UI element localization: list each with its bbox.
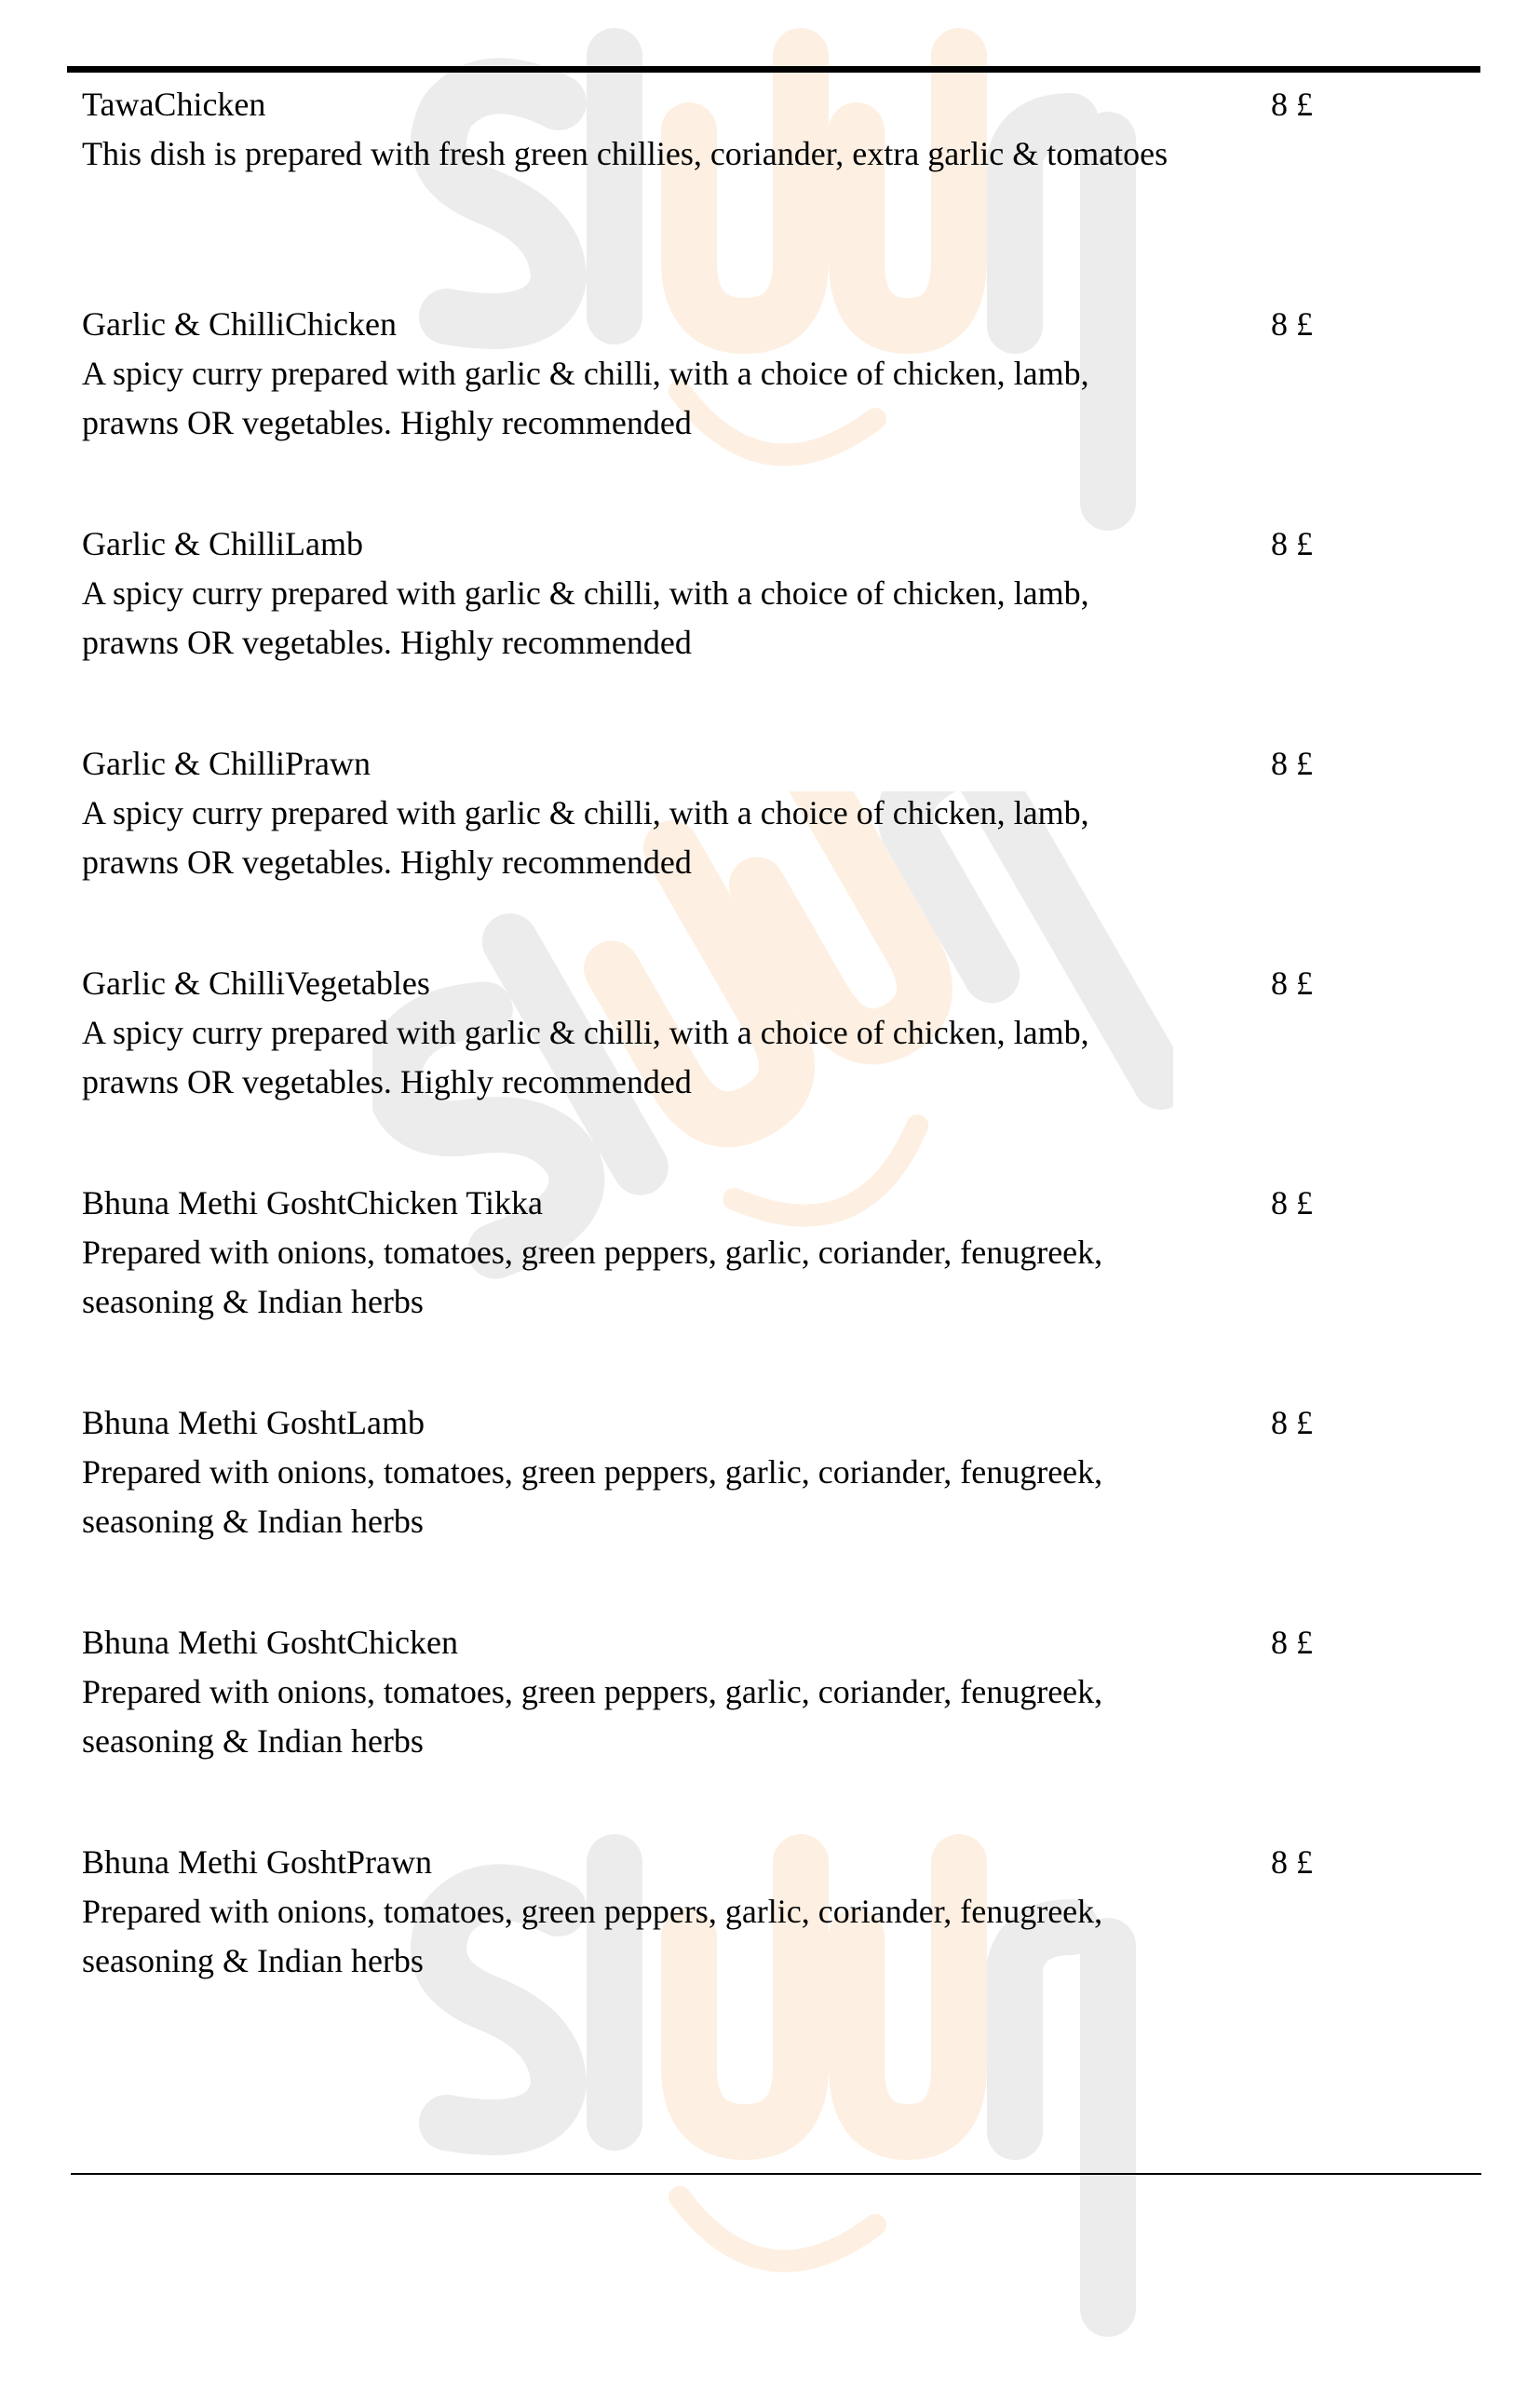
menu-item [82,739,1404,959]
menu-item-text [82,1179,1181,1327]
menu-item-text [82,300,1181,448]
menu-item-price: 8 £ [1271,305,1313,343]
menu-item-text [82,1838,1181,1986]
menu-item [82,959,1404,1179]
menu-item-price: 8 £ [1271,1843,1313,1881]
menu-item-name: Garlic & ChilliPrawn [82,745,371,782]
menu-item-price: 8 £ [1271,1184,1313,1221]
menu-item [82,80,1404,300]
menu-item-name: Bhuna Methi GoshtChicken [82,1624,458,1661]
menu-item [82,1179,1404,1398]
menu-item-description: Prepared with onions, tomatoes, green peppers, garlic, coriander, fenugreek, seasoning & Indian herbs [82,1893,1103,1979]
bottom-divider [71,2173,1481,2175]
menu-item-name: Garlic & ChilliLamb [82,525,363,562]
menu-item-price: 8 £ [1271,745,1313,782]
menu-item [82,1618,1404,1838]
menu-item-price: 8 £ [1271,525,1313,562]
menu-item-text [82,1618,1181,1766]
menu-item-description: A spicy curry prepared with garlic & chilli, with a choice of chicken, lamb, prawns OR vegetables. Highly recommended [82,1014,1089,1100]
menu-item-price: 8 £ [1271,1624,1313,1661]
menu-item [82,1838,1404,2058]
menu-item-name: Garlic & ChilliChicken [82,305,397,343]
menu-item-description: A spicy curry prepared with garlic & chilli, with a choice of chicken, lamb, prawns OR vegetables. Highly recommended [82,574,1089,661]
menu-item-description: A spicy curry prepared with garlic & chilli, with a choice of chicken, lamb, prawns OR vegetables. Highly recommended [82,355,1089,441]
menu-item-description: Prepared with onions, tomatoes, green peppers, garlic, coriander, fenugreek, seasoning & Indian herbs [82,1673,1103,1760]
menu-item-text [82,80,1181,179]
menu-item-price: 8 £ [1271,86,1313,123]
menu-item [82,300,1404,520]
menu-item-text [82,739,1181,887]
top-divider [67,66,1480,73]
menu-item-description: This dish is prepared with fresh green chillies, coriander, extra garlic & tomatoes [82,135,1169,172]
menu-item-name: Bhuna Methi GoshtLamb [82,1404,425,1441]
menu-item-name: Garlic & ChilliVegetables [82,965,430,1002]
menu-item-description: A spicy curry prepared with garlic & chilli, with a choice of chicken, lamb, prawns OR vegetables. Highly recommended [82,794,1089,881]
menu-item-name: TawaChicken [82,86,266,123]
menu-item-name: Bhuna Methi GoshtPrawn [82,1843,432,1881]
menu-item-name: Bhuna Methi GoshtChicken Tikka [82,1184,544,1221]
menu-item-price: 8 £ [1271,965,1313,1002]
menu-item-description: Prepared with onions, tomatoes, green peppers, garlic, coriander, fenugreek, seasoning & Indian herbs [82,1234,1103,1320]
menu-item-text [82,959,1181,1107]
menu-item [82,1398,1404,1618]
menu-item-text [82,1398,1181,1546]
menu-item-description: Prepared with onions, tomatoes, green peppers, garlic, coriander, fenugreek, seasoning & Indian herbs [82,1453,1103,1540]
menu-item-text [82,520,1181,668]
menu-item [82,520,1404,739]
menu-item-price: 8 £ [1271,1404,1313,1441]
